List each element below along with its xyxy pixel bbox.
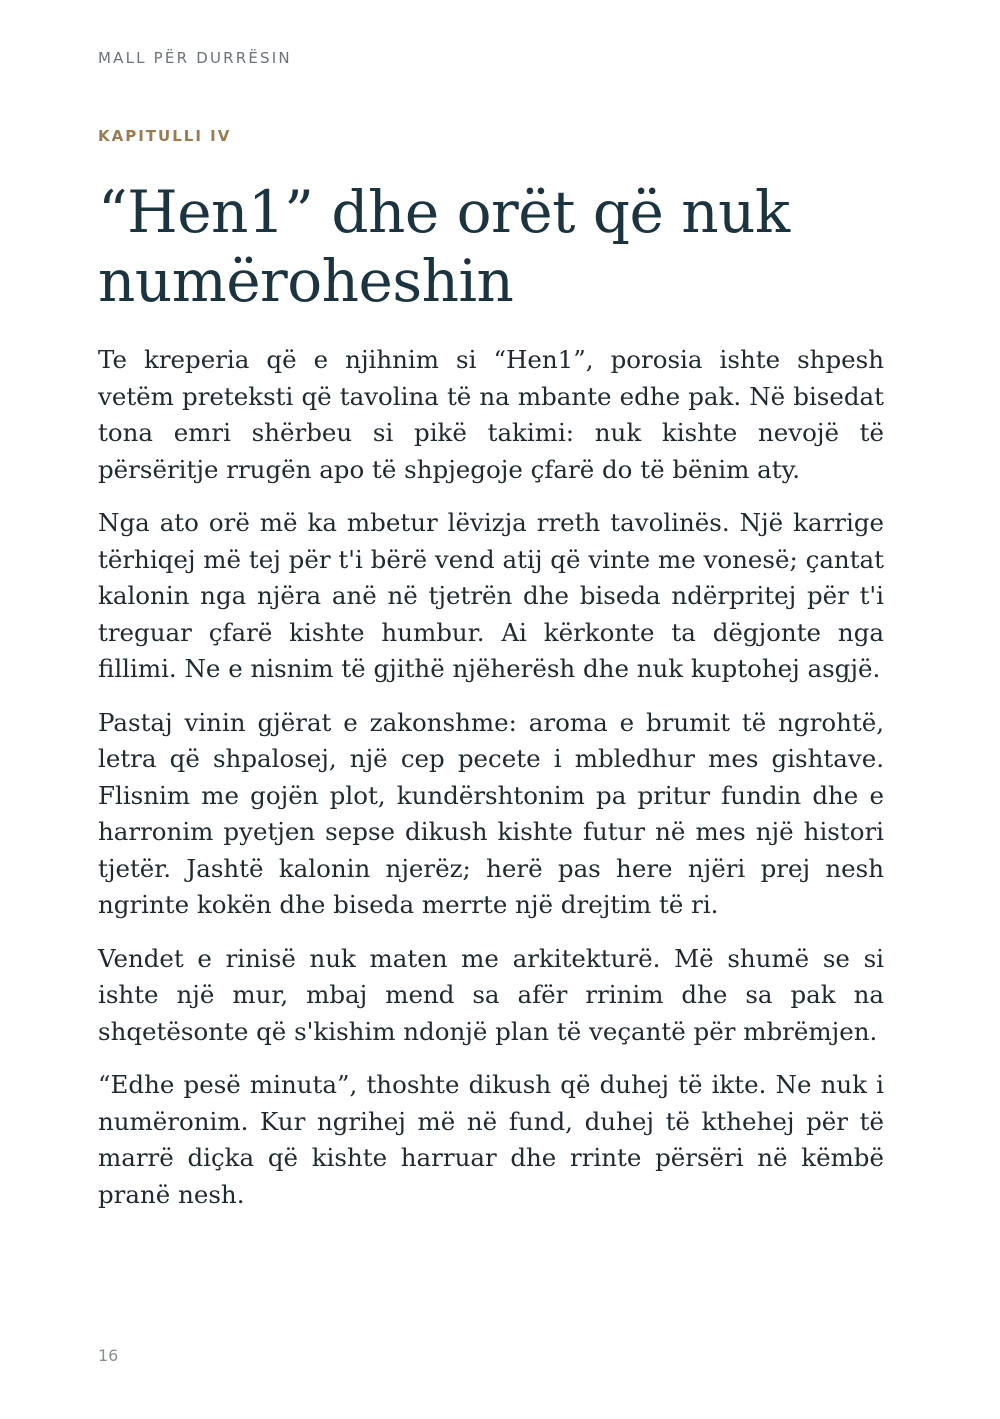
paragraph: Pastaj vinin gjërat e zakonshme: aroma e brumit të ngrohtë, letra që shpalosej, një cep pecete i mbledhur mes gishtave. Flisnim me gojën plot, kundërshtonim pa pritur fundin dhe e harronim pyetjen sepse dikush kishte futur në mes një histori tjetër. Jashtë kalonin njerëz; herë pas here njëri prej nesh ngrinte kokën dhe biseda merrte një drejtim të ri. — [98, 707, 884, 919]
paragraph: Nga ato orë më ka mbetur lëvizja rreth tavolinës. Një karrige tërhiqej më tej për t'i bërë vend atij që vinte me vonesë; çantat kalonin nga njëra anë në tjetrën dhe biseda ndërpritej për t'i treguar çfarë kishte humbur. Ai kërkonte ta dëgjonte nga fillimi. Ne e nisnim të gjithë njëherësh dhe nuk kuptohej asgjë. — [98, 508, 884, 683]
body-text — [98, 342, 884, 1230]
page-number: 16 — [98, 1346, 119, 1365]
paragraph: Vendet e rinisë nuk maten me arkitekturë. Më shumë se si ishte një mur, mbaj mend sa afër rrinim dhe sa pak na shqetësonte që s'kishim ndonjë plan të veçantë për mbrëmjen. — [98, 943, 884, 1046]
book-page — [98, 0, 884, 1419]
chapter-title: “Hen1” dhe orët që nuk numëroheshin — [98, 178, 790, 315]
chapter-label: KAPITULLI IV — [98, 127, 232, 145]
paragraph: “Edhe pesë minuta”, thoshte dikush që duhej të ikte. Ne nuk i numëronim. Kur ngrihej më në fund, duhej të kthehej për të marrë diçka që kishte harruar dhe rrinte përsëri në këmbë pranë nesh. — [98, 1070, 884, 1209]
running-header: MALL PËR DURRËSIN — [98, 49, 292, 67]
paragraph: Te kreperia që e njihnim si “Hen1”, porosia ishte shpesh vetëm preteksti që tavolina të na mbante edhe pak. Në bisedat tona emri shërbeu si pikë takimi: nuk kishte nevojë të përsëritje rrugën apo të shpjegoje çfarë do të bënim aty. — [98, 345, 884, 484]
